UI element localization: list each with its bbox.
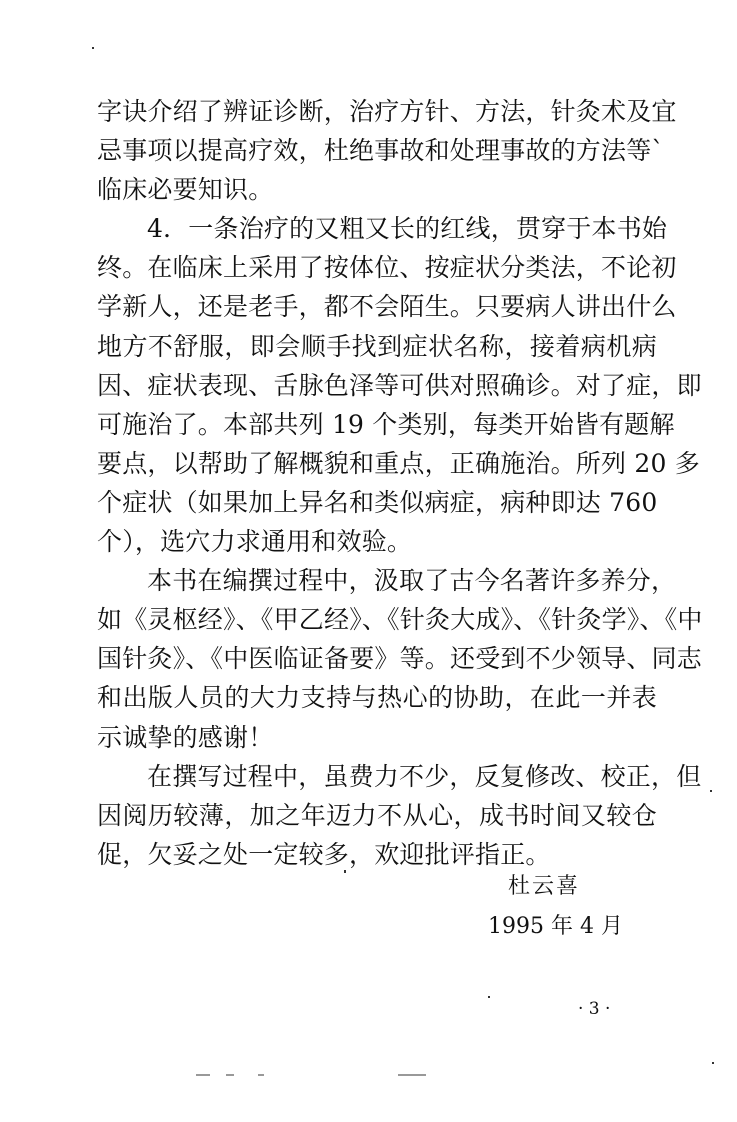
text-line: 终。在临床上采用了按体位、按症状分类法，不论初 [97,253,677,283]
text-line: 地方不舒服，即会顺手找到症状名称，接着病机病 [97,331,657,361]
body-text [97,92,703,874]
scan-speck [712,1062,714,1064]
scan-artifact-line [258,1074,264,1076]
text-line: 学新人，还是老手，都不会陌生。只要病人讲出什么 [97,292,677,322]
paragraph-start-line: 在撰写过程中，虽费力不少，反复修改、校正，但 [147,761,702,791]
text-line: 要点，以帮助了解概貌和重点，正确施治。所列 20 多 [97,448,700,478]
scan-artifact-line [196,1074,210,1076]
scan-speck [92,47,94,49]
text-line: 临床必要知识。 [97,175,274,205]
scan-artifact-line [226,1074,234,1076]
text-line: 个症状（如果加上异名和类似病症，病种即达 760 [97,487,658,517]
text-line: 因、症状表现、舌脉色泽等可供对照确诊。对了症，即 [97,370,702,400]
text-line: 字诀介绍了辨证诊断，治疗方针、方法，针灸术及宜 [97,97,677,126]
text-line: 国针灸》、《中医临证备要》等。还受到不少领导、同志 [97,644,703,674]
text-line: 可施治了。本部共列 19 个类别，每类开始皆有题解 [97,409,675,439]
author-signature: 杜云喜 [508,874,581,899]
scan-speck [488,996,490,998]
text-line: 因阅历较薄，加之年迈力不从心，成书时间又较仓 [97,800,657,830]
paragraph-start-line: 本书在编撰过程中，汲取了古今名著许多养分， [147,566,677,596]
text-line: 促，欠妥之处一定较多，欢迎批评指正。 [97,839,551,869]
text-line: 示诚挚的感谢！ [97,722,274,752]
text-line: 如《灵枢经》、《甲乙经》、《针灸大成》、《针灸学》、《中 [97,605,703,635]
scan-speck [710,790,712,792]
text-line: 个），选穴力求通用和效验。 [97,527,413,557]
page-number: · 3 · [578,999,611,1019]
scan-speck [344,870,346,873]
publication-date: 1995 年 4 月 [488,914,623,939]
text-line: 忌事项以提高疗效，杜绝事故和处理事故的方法等` [97,136,665,166]
paragraph-start-line: 4．一条治疗的又粗又长的红线，贯穿于本书始 [147,214,668,244]
text-line: 和出版人员的大力支持与热心的协助，在此一并表 [97,683,657,713]
scan-artifact-line [398,1074,426,1076]
